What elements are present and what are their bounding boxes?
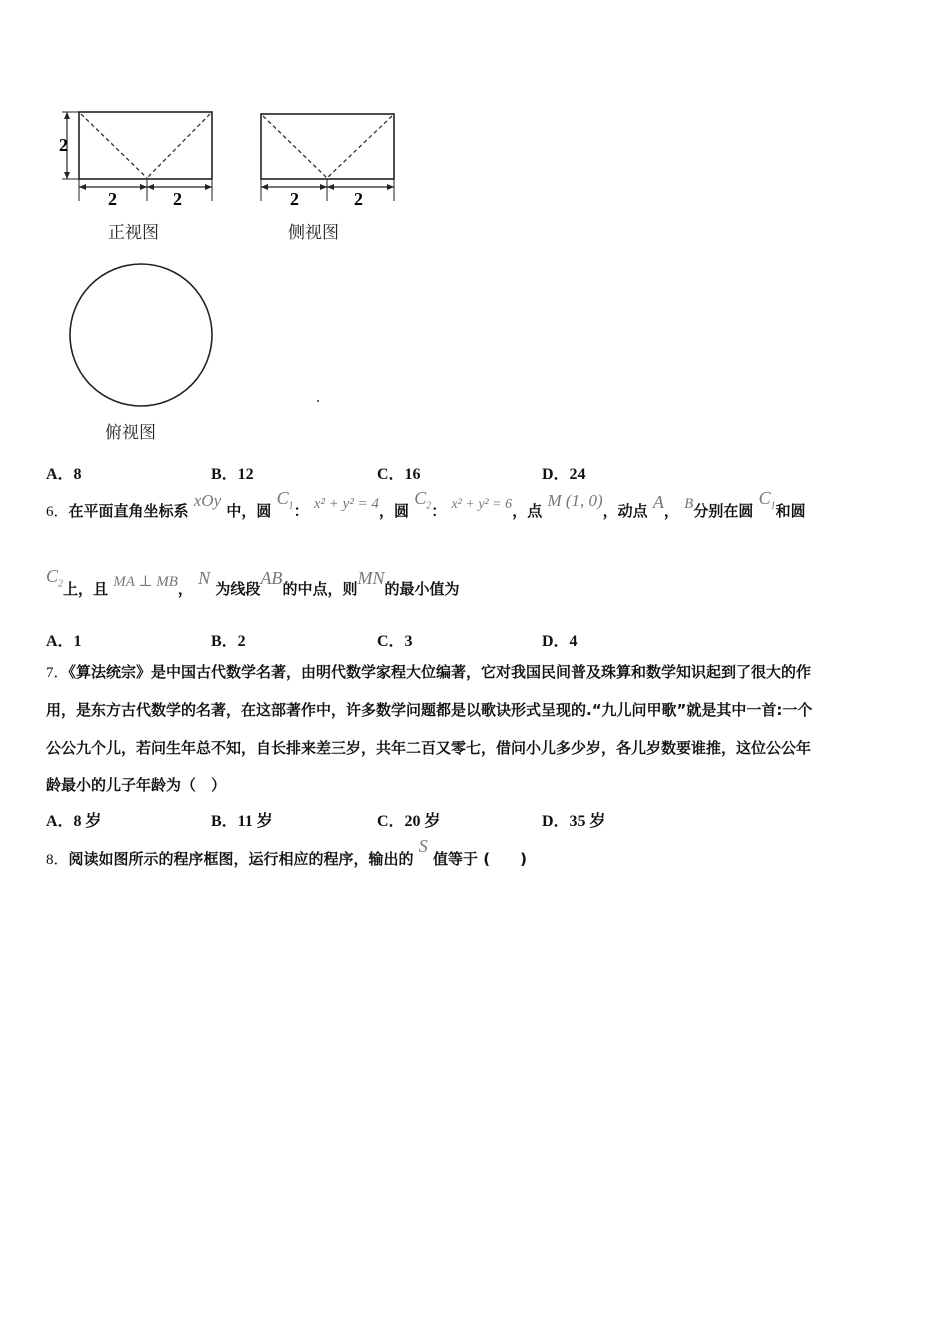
q8-line [46,836,527,878]
side-view-dashed-right [327,116,392,178]
q7-line-3: 公公九个儿，若问生年总不知，自长排来差三岁，共年二百又零七，借问小儿多少岁，各儿岁数要谁推，这位公公年 [46,739,812,757]
side-view-figure [250,105,410,210]
side-view-caption: 侧视图 [288,223,339,243]
front-view-height-label: 2 [59,135,68,155]
side-view-rect [261,114,394,179]
q6-option-b[interactable]: B．2 [211,633,246,650]
q7-option-b[interactable]: B．11 岁 [211,813,273,830]
q7-line-2: 用，是东方古代数学的名著，在这部著作中，许多数学问题都是以歌诀形式呈现的.“九儿问甲歌”就是其中一首:一个 [46,701,813,719]
q6-number: 6． [46,504,69,520]
q8-s: S [418,836,428,856]
q5-option-b[interactable]: B．12 [211,466,254,483]
q7-number: 7． [46,665,69,681]
front-view-caption: 正视图 [108,223,159,243]
q6-text: ， [663,502,679,520]
q6-text: 为线段 [215,580,261,598]
q5-option-a[interactable]: A．8 [46,466,82,483]
front-view-figure [55,105,225,210]
q7-option-c[interactable]: C．20 岁 [377,813,441,830]
q6-c1: C [758,488,771,508]
q7-line-1 [46,661,811,682]
q7-option-a[interactable]: A．8 岁 [46,813,102,830]
q6-point-b: B [684,496,694,512]
front-view-dashed-left [81,114,147,178]
q6-c1-sub: 1 [288,500,294,512]
top-view-figure [65,262,220,412]
q6-c1-sub: 1 [770,500,776,512]
q6-text: ，动点 [602,502,648,520]
q6-text: 的最小值为 [384,580,460,598]
q6-text: 上，且 [63,580,109,598]
q7-line-4: 龄最小的儿子年龄为（ ） [46,776,227,794]
q6-c2: C [414,488,427,508]
q7-option-d[interactable]: D．35 岁 [542,813,606,830]
q6-text: 和圆 [775,502,806,520]
q6-text: ，圆 [378,502,409,520]
q6-option-c[interactable]: C．3 [377,633,413,650]
q8-text: 值等于 ( ) [433,850,527,868]
q6-point-n: N [198,568,211,588]
side-view-left-label: 2 [290,189,299,209]
q6-point-a: A [652,492,664,512]
q6-text: 分别在圆 [693,502,754,520]
q6-text: 的中点，则 [282,580,358,598]
q6-eq1: x² + y² = 4 [313,496,379,512]
q6-c2-sub: 2 [426,500,432,512]
q8-number: 8． [46,852,69,868]
q6-text: 中，圆 [226,502,272,520]
q6-option-a[interactable]: A．1 [46,633,82,650]
front-view-right-label: 2 [173,189,182,209]
stray-dot [317,400,319,402]
top-view-caption: 俯视图 [105,423,156,443]
q6-colon: ： [431,502,447,520]
front-view-dashed-right [147,114,210,178]
q6-c1: C [276,488,289,508]
q6-eq2: x² + y² = 6 [451,497,513,512]
q6-text: ，点 [512,502,543,520]
q6-line-1 [46,488,806,530]
q5-option-d[interactable]: D．24 [542,466,586,483]
front-view-left-label: 2 [108,189,117,209]
q6-text: ， [177,580,193,598]
side-view-right-label: 2 [354,189,363,209]
q6-colon: ： [293,502,309,520]
q6-text: 在平面直角坐标系 [68,502,189,520]
q6-perp: MA ⊥ MB [113,574,178,590]
q7-text: 《算法统宗》是中国古代数学名著，由明代数学家程大位编著，它对我国民间普及珠算和数学知识起到了很大的作 [68,663,812,681]
q6-c2: C [46,566,59,586]
q6-line-2 [46,566,460,608]
q6-mn: MN [357,568,385,588]
q6-xoy: xOy [193,491,222,510]
q6-option-d[interactable]: D．4 [542,633,578,650]
front-view-rect [79,112,212,179]
q6-ab: AB [260,568,283,588]
top-view-circle [70,264,212,406]
q5-option-c[interactable]: C．16 [377,466,421,483]
side-view-dashed-left [263,116,327,178]
q6-point-m: M (1, 0) [547,491,603,510]
q8-text: 阅读如图所示的程序框图，运行相应的程序，输出的 [68,850,414,868]
q6-c2-sub: 2 [58,578,64,590]
